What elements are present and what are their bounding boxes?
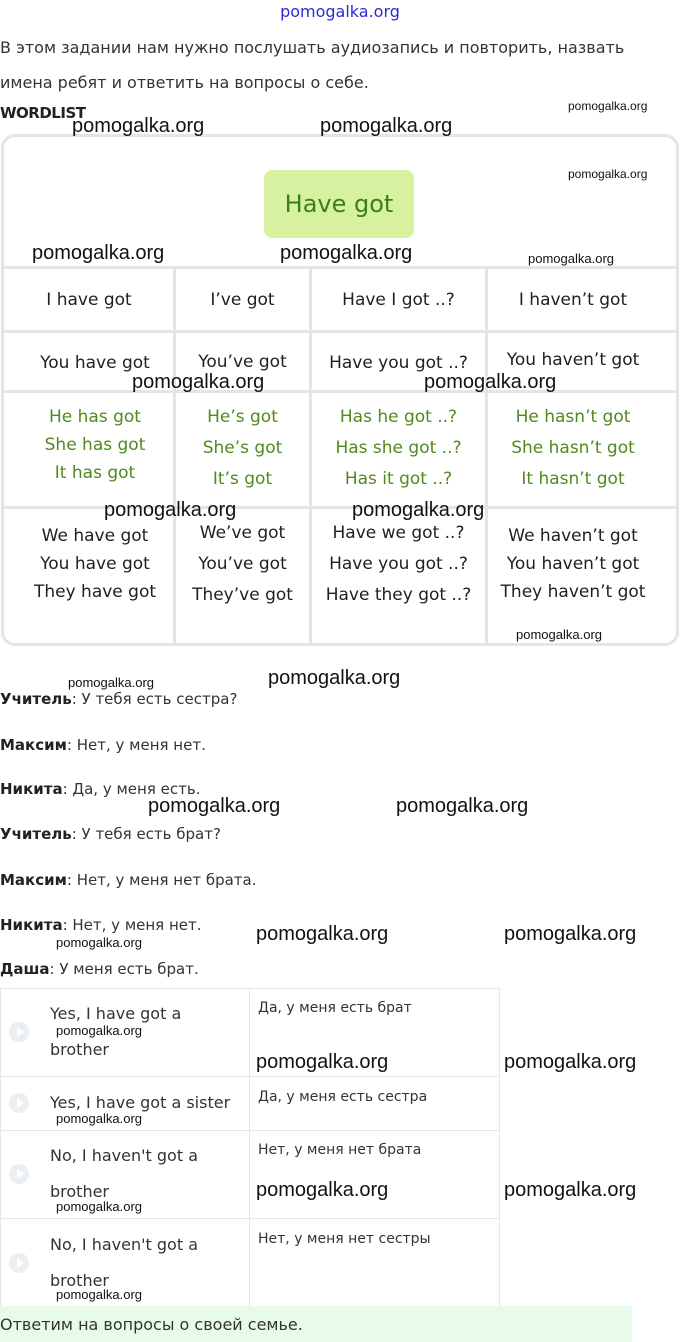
watermark: pomogalka.org [504,923,637,945]
dialogue-text: : Нет, у меня нет брата. [66,871,257,889]
table-cell: She’s got [202,438,283,458]
dialogue-line [0,736,206,754]
table-cell: You have got [40,554,150,574]
table-cell: You’ve got [198,554,287,574]
watermark: pomogalka.org [268,667,401,689]
watermark: pomogalka.org [72,115,205,137]
play-audio-icon[interactable] [9,1253,29,1273]
dialogue-line [0,871,257,889]
speaker-name: Никита [0,780,63,798]
dialogue-line [0,960,199,978]
dialogue-text: : У меня есть брат. [49,960,199,978]
phrase-russian: Да, у меня есть брат [258,1000,412,1016]
play-audio-icon[interactable] [9,1093,29,1113]
table-cell: Has it got ..? [344,469,453,489]
table-cell: I have got [46,290,132,310]
watermark: pomogalka.org [32,242,165,264]
grammar-table-title: Have got [264,170,414,238]
dialogue-line [0,916,202,934]
table-divider [1,330,679,333]
table-cell: You haven’t got [506,350,640,370]
table-cell: They have got [33,582,157,602]
watermark: pomogalka.org [56,1111,142,1126]
watermark: pomogalka.org [256,1051,389,1073]
dialogue-text: : У тебя есть брат? [71,825,221,843]
table-cell: You’ve got [198,352,287,372]
table-cell: Have we got ..? [332,523,465,543]
watermark: pomogalka.org [56,1199,142,1214]
table-divider [1,506,679,509]
speaker-name: Учитель [0,825,72,843]
watermark: pomogalka.org [256,1179,389,1201]
watermark: pomogalka.org [56,1287,142,1302]
phrase-russian: Да, у меня есть сестра [258,1089,428,1105]
table-cell: He’s got [207,407,278,427]
wordlist-label: WORDLIST [0,104,86,122]
table-cell: I haven’t got [518,290,628,310]
watermark: pomogalka.org [504,1179,637,1201]
table-cell: Have I got ..? [342,290,455,310]
table-cell: Have you got ..? [329,554,468,574]
table-cell: Has he got ..? [339,407,458,427]
watermark: pomogalka.org [424,371,557,393]
watermark: pomogalka.org [68,675,154,690]
speaker-name: Максим [0,871,67,889]
table-cell: He has got [49,407,141,427]
play-audio-icon[interactable] [9,1164,29,1184]
table-cell: It hasn’t got [521,469,625,489]
table-cell: You haven’t got [506,554,640,574]
watermark: pomogalka.org [528,251,614,266]
phrase-english: Yes, I have got a brother [50,1004,182,1059]
dialogue-text: : У тебя есть сестра? [71,690,238,708]
phrase-english: No, I haven't got a brother [50,1235,198,1290]
table-divider [0,1218,500,1219]
watermark: pomogalka.org [516,627,602,642]
phrase-english: No, I haven't got a brother [50,1146,198,1201]
table-cell: I’ve got [210,290,275,310]
phrase-russian: Нет, у меня нет сестры [258,1231,431,1247]
watermark: pomogalka.org [56,1023,142,1038]
table-cell: Has she got ..? [335,438,462,458]
speaker-name: Учитель [0,690,72,708]
play-audio-icon[interactable] [9,1022,29,1042]
table-divider [0,1130,500,1131]
site-header-link[interactable]: pomogalka.org [280,2,400,21]
table-cell: We have got [41,526,149,546]
speaker-name: Максим [0,736,67,754]
watermark: pomogalka.org [132,371,265,393]
table-cell: It has got [54,463,136,483]
dialogue-text: : Нет, у меня нет. [66,736,206,754]
section-heading: Ответим на вопросы о своей семье. [0,1315,303,1334]
table-cell: We haven’t got [508,526,638,546]
table-divider [0,1076,500,1077]
watermark: pomogalka.org [280,242,413,264]
table-cell: He hasn’t got [515,407,631,427]
table-cell: Have they got ..? [325,585,472,605]
table-cell: They’ve got [192,585,293,605]
watermark: pomogalka.org [256,923,389,945]
table-cell: We’ve got [199,523,286,543]
table-cell: Have you got ..? [329,353,468,373]
watermark: pomogalka.org [104,499,237,521]
intro-text: В этом задании нам нужно послушать аудиозапись и повторить, назвать имена ребят и ответить на вопросы о себе. [0,38,625,92]
dialogue-text: : Да, у меня есть. [62,780,201,798]
speaker-name: Даша [0,960,50,978]
dialogue-line [0,825,221,843]
dialogue-line [0,690,237,708]
table-cell: She has got [44,435,146,455]
watermark: pomogalka.org [568,99,648,113]
phrase-russian: Нет, у меня нет брата [258,1142,422,1158]
watermark: pomogalka.org [320,115,453,137]
watermark: pomogalka.org [148,795,281,817]
table-cell: They haven’t got [500,582,646,602]
table-cell: It’s got [212,469,273,489]
phrase-english: Yes, I have got a sister [50,1093,231,1112]
watermark: pomogalka.org [396,795,529,817]
table-divider [249,988,250,1308]
table-divider [1,266,679,269]
watermark: pomogalka.org [56,935,142,950]
table-cell: You have got [40,353,150,373]
watermark: pomogalka.org [568,167,648,181]
speaker-name: Никита [0,916,63,934]
table-divider [1,390,679,393]
dialogue-text: : Нет, у меня нет. [62,916,202,934]
watermark: pomogalka.org [504,1051,637,1073]
watermark: pomogalka.org [352,499,485,521]
table-cell: She hasn’t got [511,438,635,458]
